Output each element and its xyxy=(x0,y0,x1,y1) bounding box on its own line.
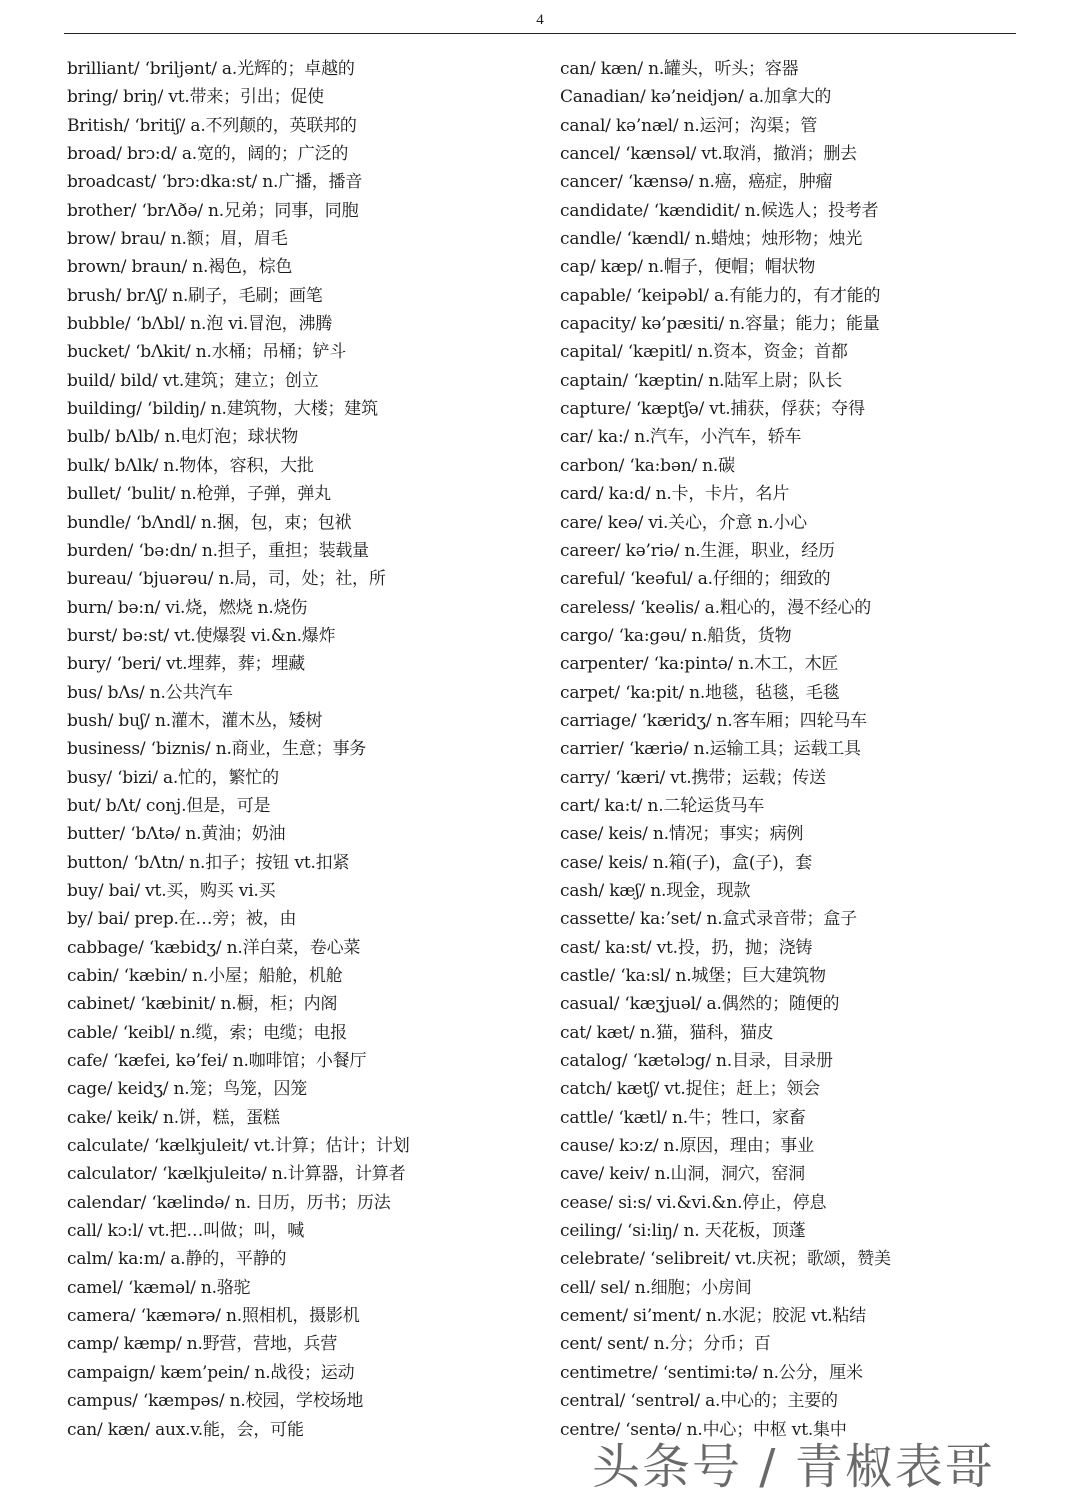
page-number: 4 xyxy=(536,12,544,28)
vocab-column-left xyxy=(67,55,537,1444)
vocab-entry: case/ keis/ n.箱(子)，盒(子)，套 xyxy=(560,852,813,873)
vocab-entry: camel/ ‘kæməl/ n.骆驼 xyxy=(67,1277,251,1298)
vocab-entry: centre/ ‘sentə/ n.中心；中枢 vt.集中 xyxy=(560,1419,847,1440)
vocab-entry: cent/ sent/ n.分；分币；百 xyxy=(560,1334,771,1355)
vocab-entry: cash/ kæʃ/ n.现金，现款 xyxy=(560,880,751,901)
vocab-entry: burst/ bə:st/ vt.使爆裂 vi.&n.爆炸 xyxy=(67,625,336,646)
vocab-entry: cause/ kɔ:z/ n.原因，理由；事业 xyxy=(560,1136,814,1157)
vocab-entry: bulb/ bΛlb/ n.电灯泡；球状物 xyxy=(67,427,299,448)
vocab-entry: cancel/ ‘kænsəl/ vt.取消，撤消；删去 xyxy=(560,144,857,165)
vocab-entry: bulk/ bΛlk/ n.物体，容积，大批 xyxy=(67,455,314,476)
vocab-entry: Canadian/ kə’neidjən/ a.加拿大的 xyxy=(560,87,832,108)
vocab-entry: central/ ‘sentrəl/ a.中心的；主要的 xyxy=(560,1391,838,1412)
vocab-entry: cafe/ ‘kæfei, kə’fei/ n.咖啡馆；小餐厅 xyxy=(67,1051,367,1072)
vocab-entry: cast/ ka:st/ vt.投，扔，抛；浇铸 xyxy=(560,937,813,958)
vocab-entry: case/ keis/ n.情况；事实；病例 xyxy=(560,824,804,845)
vocab-entry: bus/ bΛs/ n.公共汽车 xyxy=(67,682,233,703)
vocab-entry: catch/ kætʃ/ vt.捉住；赶上；领会 xyxy=(560,1079,820,1100)
vocab-entry: cassette/ ka:’set/ n.盒式录音带；盒子 xyxy=(560,909,857,930)
vocab-entry: can/ kæn/ aux.v.能，会，可能 xyxy=(67,1419,304,1440)
vocab-entry: bullet/ ‘bulit/ n.枪弹，子弹，弹丸 xyxy=(67,484,331,505)
vocab-entry: camp/ kæmp/ n.野营，营地，兵营 xyxy=(67,1334,338,1355)
vocab-entry: bush/ buʃ/ n.灌木，灌木丛，矮树 xyxy=(67,710,323,731)
vocab-entry: car/ ka:/ n.汽车，小汽车，轿车 xyxy=(560,427,802,448)
vocab-entry: calculator/ ‘kælkjuleitə/ n.计算器，计算者 xyxy=(67,1164,406,1185)
vocab-entry: build/ bild/ vt.建筑；建立；创立 xyxy=(67,370,319,391)
vocab-entry: bucket/ ‘bΛkit/ n.水桶；吊桶；铲斗 xyxy=(67,342,347,363)
vocab-entry: carpet/ ‘ka:pit/ n.地毯，毡毯，毛毯 xyxy=(560,682,840,703)
vocab-entry: campaign/ kæm’pein/ n.战役；运动 xyxy=(67,1362,355,1383)
vocab-entry: castle/ ‘ka:sl/ n.城堡；巨大建筑物 xyxy=(560,966,826,986)
vocab-entry: broadcast/ ‘brɔ:dka:st/ n.广播，播音 xyxy=(67,172,363,193)
vocab-entry: calm/ ka:m/ a.静的，平静的 xyxy=(67,1249,287,1270)
vocab-entry: capable/ ‘keipəbl/ a.有能力的，有才能的 xyxy=(560,285,881,306)
watermark: 头条号 / 青椒表哥 xyxy=(592,1439,995,1495)
vocab-entry: cease/ si:s/ vi.&vi.&n.停止，停息 xyxy=(560,1192,827,1213)
vocab-entry: cake/ keik/ n.饼，糕，蛋糕 xyxy=(67,1107,280,1128)
vocab-entry: bureau/ ‘bjuərəu/ n.局，司，处；社，所 xyxy=(67,569,386,590)
vocab-entry: carry/ ‘kæri/ vt.携带；运载；传送 xyxy=(560,767,826,788)
vocab-entry: but/ bΛt/ conj.但是，可是 xyxy=(67,795,271,816)
vocab-entry: candidate/ ‘kændidit/ n.候选人；投考者 xyxy=(560,200,879,221)
vocab-entry: bring/ briŋ/ vt.带来；引出；促使 xyxy=(67,87,324,108)
vocab-entry: button/ ‘bΛtn/ n.扣子；按钮 vt.扣紧 xyxy=(67,852,350,873)
vocab-entry: catalog/ ‘kætəlɔg/ n.目录，目录册 xyxy=(560,1051,833,1072)
vocab-entry: burden/ ‘bə:dn/ n.担子，重担；装载量 xyxy=(67,540,369,561)
vocab-column-right xyxy=(560,55,1030,1444)
vocab-entry: card/ ka:d/ n.卡，卡片，名片 xyxy=(560,484,790,505)
vocab-entry: career/ kə’riə/ n.生涯，职业，经历 xyxy=(560,540,835,561)
vocab-entry: butter/ ‘bΛtə/ n.黄油；奶油 xyxy=(67,824,286,845)
vocab-entry: bury/ ‘beri/ vt.埋葬，葬；埋藏 xyxy=(67,654,305,675)
vocab-entry: calculate/ ‘kælkjuleit/ vt.计算；估计；计划 xyxy=(67,1136,410,1157)
vocab-entry: capital/ ‘kæpitl/ n.资本，资金；首都 xyxy=(560,342,848,363)
vocab-entry: capacity/ kə’pæsiti/ n.容量；能力；能量 xyxy=(560,314,880,335)
vocab-entry: capture/ ‘kæptʃə/ vt.捕获，俘获；夺得 xyxy=(560,399,865,420)
vocab-entry: business/ ‘biznis/ n.商业，生意；事务 xyxy=(67,739,367,760)
vocab-entry: careless/ ‘keəlis/ a.粗心的，漫不经心的 xyxy=(560,597,872,618)
vocab-entry: cattle/ ‘kætl/ n.牛；牲口，家畜 xyxy=(560,1107,806,1128)
vocab-entry: cabin/ ‘kæbin/ n.小屋；船舱，机舱 xyxy=(67,966,343,986)
vocab-entry: cap/ kæp/ n.帽子，便帽；帽状物 xyxy=(560,257,816,278)
vocab-entry: brilliant/ ‘briljənt/ a.光辉的；卓越的 xyxy=(67,59,355,79)
vocab-entry: carriage/ ‘kæridʒ/ n.客车厢；四轮马车 xyxy=(560,710,867,731)
vocab-entry: canal/ kə’næl/ n.运河；沟渠；管 xyxy=(560,115,818,136)
vocab-entry: calendar/ ‘kælində/ n. 日历，历书；历法 xyxy=(67,1192,391,1213)
vocab-entry: busy/ ‘bizi/ a.忙的，繁忙的 xyxy=(67,767,279,788)
vocab-entry: cage/ keidʒ/ n.笼；鸟笼，囚笼 xyxy=(67,1079,308,1100)
vocab-entry: careful/ ‘keəful/ a.仔细的；细致的 xyxy=(560,569,831,590)
vocab-entry: captain/ ‘kæptin/ n.陆军上尉；队长 xyxy=(560,370,842,391)
vocab-entry: cargo/ ‘ka:gəu/ n.船货，货物 xyxy=(560,625,792,646)
vocab-entry: call/ kɔ:l/ vt.把…叫做；叫，喊 xyxy=(67,1221,305,1242)
vocab-entry: brow/ brau/ n.额；眉，眉毛 xyxy=(67,229,288,250)
vocab-entry: casual/ ‘kæʒjuəl/ a.偶然的；随便的 xyxy=(560,994,840,1015)
vocab-entry: broad/ brɔ:d/ a.宽的，阔的；广泛的 xyxy=(67,144,349,165)
vocab-entry: buy/ bai/ vt.买，购买 vi.买 xyxy=(67,880,276,901)
vocab-entry: celebrate/ ‘selibreit/ vt.庆祝；歌颂，赞美 xyxy=(560,1249,891,1270)
vocab-entry: cat/ kæt/ n.猫，猫科，猫皮 xyxy=(560,1022,774,1043)
vocab-entry: brother/ ‘brΛðə/ n.兄弟；同事，同胞 xyxy=(67,200,359,221)
vocab-entry: building/ ‘bildiŋ/ n.建筑物，大楼；建筑 xyxy=(67,399,378,420)
vocab-entry: cave/ keiv/ n.山洞，洞穴，窑洞 xyxy=(560,1164,805,1185)
vocab-entry: cabinet/ ‘kæbinit/ n.橱，柜；内阁 xyxy=(67,994,338,1015)
vocab-entry: carbon/ ‘ka:bən/ n.碳 xyxy=(560,455,735,476)
vocab-entry: bundle/ ‘bΛndl/ n.捆，包，束；包袱 xyxy=(67,512,352,533)
vocab-entry: brown/ braun/ n.褐色，棕色 xyxy=(67,257,293,278)
vocab-entry: British/ ‘britiʃ/ a.不列颠的，英联邦的 xyxy=(67,115,357,136)
vocab-entry: cabbage/ ‘kæbidʒ/ n.洋白菜，卷心菜 xyxy=(67,937,361,958)
vocab-entry: cell/ sel/ n.细胞；小房间 xyxy=(560,1277,752,1298)
vocab-entry: burn/ bə:n/ vi.烧，燃烧 n.烧伤 xyxy=(67,597,308,618)
vocab-entry: care/ keə/ vi.关心，介意 n.小心 xyxy=(560,512,807,533)
vocab-entry: can/ kæn/ n.罐头，听头；容器 xyxy=(560,59,799,79)
vocab-entry: carpenter/ ‘ka:pintə/ n.木工，木匠 xyxy=(560,654,839,675)
vocab-entry: cancer/ ‘kænsə/ n.癌，癌症，肿瘤 xyxy=(560,172,833,193)
vocab-entry: campus/ ‘kæmpəs/ n.校园，学校场地 xyxy=(67,1391,364,1412)
vocab-entry: cement/ si’ment/ n.水泥；胶泥 vt.粘结 xyxy=(560,1306,866,1327)
vocab-entry: bubble/ ‘bΛbl/ n.泡 vi.冒泡，沸腾 xyxy=(67,314,333,335)
vocab-entry: ceiling/ ‘si:liŋ/ n. 天花板，顶蓬 xyxy=(560,1221,806,1242)
vocab-entry: by/ bai/ prep.在…旁；被，由 xyxy=(67,909,297,930)
header-rule xyxy=(64,33,1016,34)
vocab-entry: candle/ ‘kændl/ n.蜡烛；烛形物；烛光 xyxy=(560,229,863,250)
vocab-entry: centimetre/ ‘sentimi:tə/ n.公分，厘米 xyxy=(560,1362,863,1383)
vocab-entry: cart/ ka:t/ n.二轮运货马车 xyxy=(560,795,765,816)
vocab-entry: camera/ ‘kæmərə/ n.照相机，摄影机 xyxy=(67,1306,360,1327)
vocab-entry: carrier/ ‘kæriə/ n.运输工具；运载工具 xyxy=(560,739,861,760)
vocab-entry: cable/ ‘keibl/ n.缆，索；电缆；电报 xyxy=(67,1022,347,1043)
vocab-entry: brush/ brΛʃ/ n.刷子，毛刷；画笔 xyxy=(67,285,323,306)
